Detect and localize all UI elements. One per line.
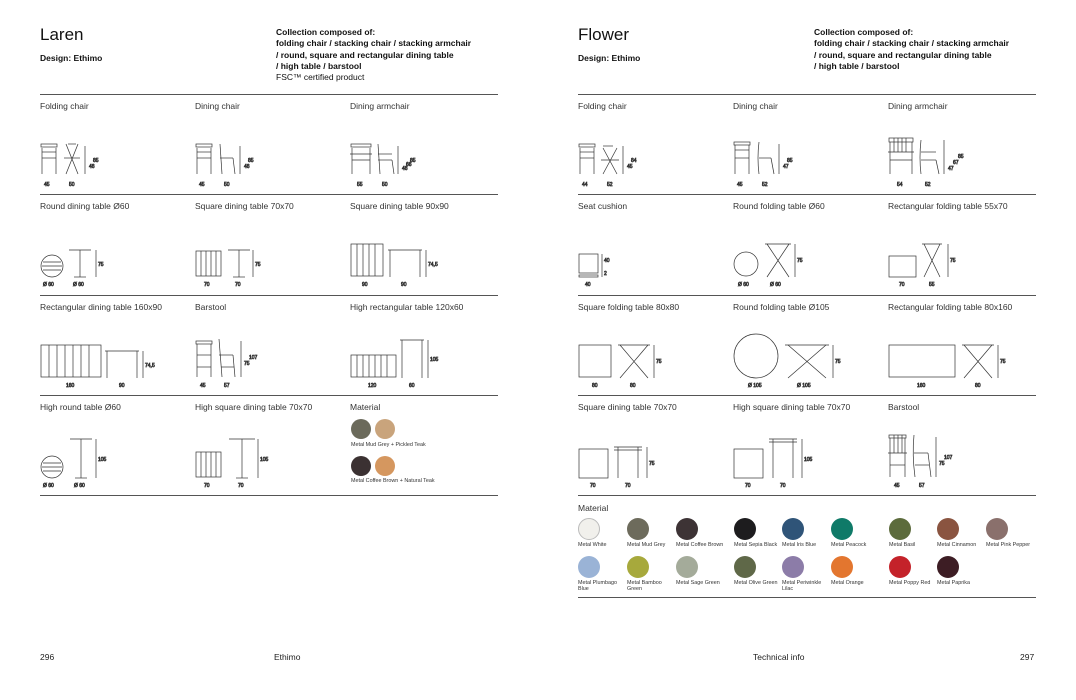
material-label: Metal Mud Grey + Pickled Teak: [351, 442, 426, 448]
dim-width: 70: [204, 483, 210, 489]
dim-width: 70: [899, 282, 905, 288]
dim-height: 105: [260, 457, 269, 463]
swatch-label: Metal Poppy Red: [889, 580, 931, 586]
rectangular-folding-table-80x160-drawing: [888, 325, 1038, 393]
dim-depth: 52: [607, 182, 613, 188]
swatch-label: Metal Coffee Brown: [676, 542, 724, 548]
dim-depth: 57: [224, 383, 230, 389]
product-square-folding-table-80: [578, 295, 728, 395]
dim-height: 107: [249, 355, 258, 361]
dim-diameter: Ø 105: [748, 383, 762, 389]
product-label: Dining chair: [733, 101, 778, 111]
dim-width: 40: [585, 282, 591, 288]
dim-length: 120: [368, 383, 377, 389]
product-folding-chair: [578, 94, 728, 194]
dim-depth: 70: [238, 483, 244, 489]
product-folding-chair: [40, 94, 190, 194]
rectangular-folding-table-drawing: [888, 224, 1038, 292]
dim-height: 75: [656, 359, 662, 365]
dim-width: 45: [199, 182, 205, 188]
barstool-drawing: [888, 425, 1038, 493]
swatch-label: Metal Mud Grey: [627, 542, 666, 548]
swatch-metal-periwinkle-lilac: [782, 556, 804, 578]
dim-height: 85: [93, 158, 99, 164]
dim-depth: 57: [919, 483, 925, 489]
divider: [40, 495, 498, 496]
dim-depth: 55: [929, 282, 935, 288]
swatch-label: Metal Peacock: [831, 542, 867, 548]
product-round-folding-table-60: [733, 194, 883, 294]
dim-thickness: 2: [604, 271, 607, 277]
collection-title: Laren: [40, 25, 84, 44]
dim-depth: 40: [604, 258, 610, 264]
product-label: Square dining table 90x90: [350, 201, 449, 211]
product-label: Folding chair: [578, 101, 627, 111]
swatch-metal-basil: [889, 518, 911, 540]
dim-width: 70: [745, 483, 751, 489]
swatch-metal-peacock: [831, 518, 853, 540]
dining-chair-drawing: [733, 124, 883, 192]
dim-depth: 60: [409, 383, 415, 389]
dim-width: 45: [200, 383, 206, 389]
dim-diameter: Ø 60: [74, 483, 85, 489]
dim-height: 105: [98, 457, 107, 463]
swatch-metal-iris-blue: [782, 518, 804, 540]
product-high-square-dining-table: [733, 395, 883, 495]
product-label: Round folding table Ø105: [733, 302, 830, 312]
product-label: Square folding table 80x80: [578, 302, 680, 312]
swatch-label: Metal Sepia Black: [734, 542, 778, 548]
dim-width: 80: [592, 383, 598, 389]
product-label: Dining armchair: [888, 101, 948, 111]
collection-line: / high table / barstool: [814, 60, 900, 71]
dim-diameter: Ø 60: [770, 282, 781, 288]
product-square-dining-table-70: [195, 194, 345, 294]
material-section: [350, 395, 500, 495]
dim-seat-height: 45: [627, 164, 633, 170]
product-high-rectangular-table: [350, 295, 500, 395]
dim-depth: 52: [762, 182, 768, 188]
product-dining-armchair: [888, 94, 1038, 194]
product-label: Rectangular dining table 160x90: [40, 302, 162, 312]
product-label: Dining chair: [195, 101, 240, 111]
dim-diameter: Ø 60: [43, 282, 54, 288]
dim-diameter: Ø 105: [797, 383, 811, 389]
page-number: 296: [40, 652, 55, 662]
folding-chair-drawing: [578, 124, 728, 192]
swatch-metal-poppy-red: [889, 556, 911, 578]
swatch-metal-sepia-black: [734, 518, 756, 540]
dim-width: 45: [737, 182, 743, 188]
product-label: Folding chair: [40, 101, 89, 111]
dining-armchair-drawing: [888, 124, 1038, 192]
dim-height: 85: [410, 158, 416, 164]
dim-height: 75: [835, 359, 841, 365]
product-high-round-table: [40, 395, 190, 495]
dim-depth: 80: [630, 383, 636, 389]
collection-title: Flower: [578, 25, 630, 44]
dim-height: 74,5: [145, 363, 155, 369]
product-label: High rectangular table 120x60: [350, 302, 464, 312]
divider: [578, 495, 1036, 496]
collection-line: / high table / barstool: [276, 60, 362, 71]
swatch-metal-olive-green: [734, 556, 756, 578]
dim-width: 55: [357, 182, 363, 188]
dim-width: 90: [362, 282, 368, 288]
round-folding-table-drawing: [733, 224, 883, 292]
swatch-metal-bamboo-green: [627, 556, 649, 578]
dim-height: 75: [797, 258, 803, 264]
collection-heading: Collection composed of:: [276, 27, 376, 37]
dim-seat-height: 48: [89, 164, 95, 170]
dining-chair-drawing: [195, 124, 345, 192]
product-round-dining-table: [40, 194, 190, 294]
product-label: Barstool: [195, 302, 227, 312]
dim-arm-height: 67: [953, 160, 959, 166]
swatch-label: Metal Sage Green: [676, 580, 720, 586]
swatch-metal-plumbago-blue: [578, 556, 600, 578]
swatch-label: Metal Iris Blue: [782, 542, 817, 548]
seat-cushion-drawing: [578, 224, 728, 292]
product-dining-armchair: [350, 94, 500, 194]
product-label: Round folding table Ø60: [733, 201, 825, 211]
dim-height: 85: [787, 158, 793, 164]
swatch-mud-grey: [351, 419, 371, 439]
designer-credit: Design: Ethimo: [578, 53, 641, 63]
dim-depth: 70: [235, 282, 241, 288]
folding-chair-drawing: [40, 124, 190, 192]
dim-depth: 52: [925, 182, 931, 188]
dim-height: 85: [248, 158, 254, 164]
dim-arm-height: 66: [406, 162, 412, 168]
product-dining-chair: [733, 94, 883, 194]
dim-diameter: Ø 60: [738, 282, 749, 288]
dim-depth: 90: [401, 282, 407, 288]
barstool-drawing: [195, 325, 345, 393]
swatch-label: Metal Paprika: [937, 580, 970, 586]
dim-seat-height: 47: [948, 166, 954, 172]
dim-height: 107: [944, 455, 953, 461]
high-square-dining-table-drawing: [195, 425, 345, 493]
swatch-natural-teak: [375, 456, 395, 476]
swatch-label: Metal Periwinkle Lilac: [782, 580, 822, 592]
dim-depth: 90: [119, 383, 125, 389]
dim-depth: 50: [382, 182, 388, 188]
collection-line: / round, square and rectangular dining table: [814, 49, 992, 60]
material-label: Metal Coffee Brown + Natural Teak: [351, 478, 435, 484]
product-label: Rectangular folding table 80x160: [888, 302, 1013, 312]
collection-description: [814, 27, 1009, 72]
collection-line: folding chair / stacking chair / stacking armchair: [276, 38, 472, 49]
round-dining-table-drawing: [40, 224, 190, 292]
product-label: Round dining table Ø60: [40, 201, 130, 211]
material-heading: Material: [578, 503, 609, 513]
dim-depth: 80: [975, 383, 981, 389]
square-dining-table-drawing: [578, 425, 728, 493]
product-label: Barstool: [888, 402, 920, 412]
square-folding-table-drawing: [578, 325, 728, 393]
high-rectangular-table-drawing: [350, 325, 500, 393]
swatch-metal-cinnamon: [937, 518, 959, 540]
high-square-dining-table-drawing: [733, 425, 883, 493]
collection-heading: Collection composed of:: [814, 27, 914, 37]
material-heading: Material: [350, 402, 381, 412]
swatch-metal-white: [578, 518, 600, 540]
page-number: 297: [1020, 652, 1035, 662]
product-seat-cushion: [578, 194, 728, 294]
footer-section: Technical info: [753, 652, 805, 662]
dim-seat-height: 75: [244, 361, 250, 367]
dim-diameter: Ø 60: [73, 282, 84, 288]
dim-height: 75: [1000, 359, 1006, 365]
product-rectangular-folding-table-80x160: [888, 295, 1038, 395]
product-label: High square dining table 70x70: [195, 402, 313, 412]
dim-depth: 70: [780, 483, 786, 489]
round-folding-table-105-drawing: [733, 325, 883, 393]
product-label: Rectangular folding table 55x70: [888, 201, 1008, 211]
dim-width: 44: [582, 182, 588, 188]
high-round-table-drawing: [40, 425, 190, 493]
dim-height: 85: [958, 154, 964, 160]
product-square-dining-table-90: [350, 194, 500, 294]
product-high-square-dining-table: [195, 395, 345, 495]
dim-height: 74,5: [428, 262, 438, 268]
swatch-label: Metal Plumbago Blue: [578, 580, 617, 592]
product-label: High square dining table 70x70: [733, 402, 851, 412]
collection-line: folding chair / stacking chair / stacking armchair: [814, 38, 1010, 49]
product-label: Square dining table 70x70: [195, 201, 294, 211]
dim-height: 105: [804, 457, 813, 463]
swatch-label: Metal Cinnamon: [937, 542, 977, 548]
swatch-metal-mud-grey: [627, 518, 649, 540]
dim-depth: 50: [69, 182, 75, 188]
product-dining-chair: [195, 94, 345, 194]
divider: [578, 597, 1036, 598]
dim-height: 75: [649, 461, 655, 467]
dim-seat-height: 47: [783, 164, 789, 170]
dim-depth: 70: [625, 483, 631, 489]
product-barstool: [195, 295, 345, 395]
swatch-coffee-brown: [351, 456, 371, 476]
dim-seat-height: 75: [939, 461, 945, 467]
dim-width: 70: [204, 282, 210, 288]
dim-height: 75: [98, 262, 104, 268]
swatch-metal-pink-pepper: [986, 518, 1008, 540]
dim-height: 84: [631, 158, 637, 164]
collection-line: / round, square and rectangular dining table: [276, 49, 454, 60]
dim-height: 75: [950, 258, 956, 264]
product-label: High round table Ø60: [40, 402, 121, 412]
dim-seat-height: 48: [402, 166, 408, 172]
dim-length: 160: [66, 383, 75, 389]
product-label: Square dining table 70x70: [578, 402, 677, 412]
square-dining-table-90-drawing: [350, 224, 500, 292]
dim-width: 54: [897, 182, 903, 188]
dim-width: 45: [44, 182, 50, 188]
fsc-note: FSC™ certified product: [276, 72, 365, 83]
dining-armchair-drawing: [350, 124, 500, 192]
dim-width: 45: [894, 483, 900, 489]
product-round-folding-table-105: [733, 295, 883, 395]
swatch-label: Metal Olive Green: [734, 580, 778, 586]
right-page: [538, 0, 1076, 700]
dim-diameter: Ø 60: [43, 483, 54, 489]
designer-credit: Design: Ethimo: [40, 53, 103, 63]
swatch-metal-coffee-brown: [676, 518, 698, 540]
dim-height: 105: [430, 357, 439, 363]
swatch-metal-orange: [831, 556, 853, 578]
swatch-label: Metal Orange: [831, 580, 864, 586]
collection-description: [276, 27, 471, 83]
dim-length: 160: [917, 383, 926, 389]
product-label: Seat cushion: [578, 201, 628, 211]
product-rectangular-dining-table: [40, 295, 190, 395]
product-barstool: [888, 395, 1038, 495]
dim-depth: 50: [224, 182, 230, 188]
swatch-pickled-teak: [375, 419, 395, 439]
product-rectangular-folding-table-55x70: [888, 194, 1038, 294]
swatch-metal-paprika: [937, 556, 959, 578]
product-square-dining-table-70: [578, 395, 728, 495]
swatch-label: Metal Bamboo Green: [627, 580, 662, 592]
square-dining-table-drawing: [195, 224, 345, 292]
footer-brand: Ethimo: [274, 652, 301, 662]
dim-seat-height: 48: [244, 164, 250, 170]
dim-width: 70: [590, 483, 596, 489]
swatch-label: Metal White: [578, 542, 607, 548]
swatch-label: Metal Pink Pepper: [986, 542, 1031, 548]
swatch-metal-sage-green: [676, 556, 698, 578]
dim-height: 75: [255, 262, 261, 268]
product-label: Dining armchair: [350, 101, 410, 111]
swatch-label: Metal Basil: [889, 542, 916, 548]
rectangular-dining-table-drawing: [40, 325, 190, 393]
